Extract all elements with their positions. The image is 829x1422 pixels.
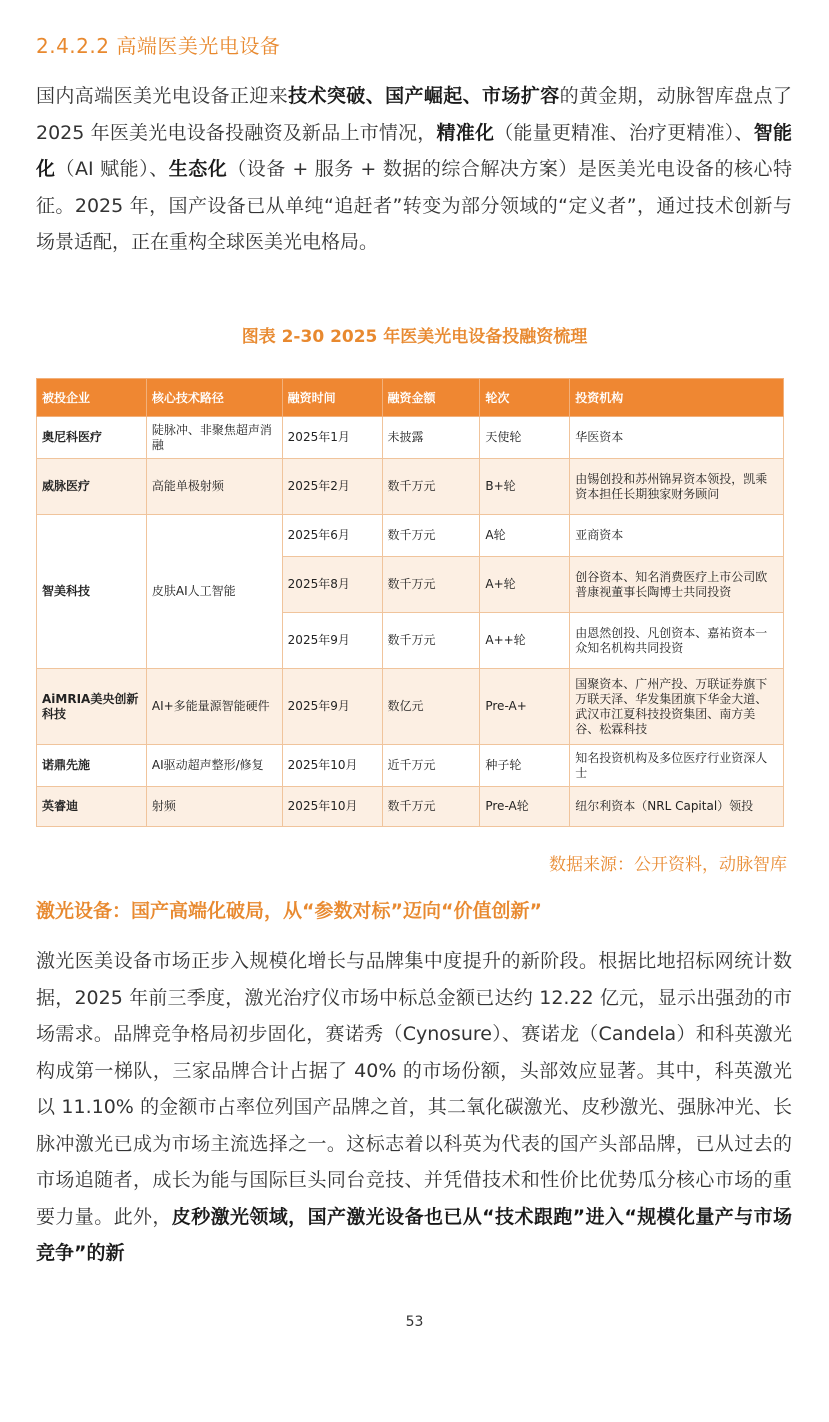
cell-round: Pre-A轮 [480, 787, 570, 827]
table-row [37, 745, 784, 787]
cell-company: 诺鼎先施 [37, 745, 147, 787]
para-text: 国内高端医美光电设备正迎来 [36, 85, 289, 107]
cell-company: 英睿迪 [37, 787, 147, 827]
cell-tech: 陡脉冲、非聚焦超声消融 [146, 417, 282, 459]
para-bold: 皮秒激光领域，国产激光设备也已从“技术跟跑”进入“规模化量产与市场竞争”的新 [36, 1205, 792, 1264]
cell-tech: 高能单极射频 [146, 459, 282, 515]
cell-round: A轮 [480, 515, 570, 557]
header-investors: 投资机构 [570, 379, 784, 417]
cell-investors: 纽尔利资本（NRL Capital）领投 [570, 787, 784, 827]
para-text: 的黄金期，动脉智库盘点了 2025 年医美光电设备投融资及新品上市情况， [36, 85, 792, 144]
cell-amount: 数千万元 [382, 557, 480, 613]
cell-tech: AI+多能量源智能硬件 [146, 669, 282, 745]
cell-time: 2025年2月 [282, 459, 382, 515]
cell-investors: 创谷资本、知名消费医疗上市公司欧普康视董事长陶博士共同投资 [570, 557, 784, 613]
para-bold: 精准化 [436, 121, 495, 144]
cell-time: 2025年9月 [282, 613, 382, 669]
cell-time: 2025年6月 [282, 515, 382, 557]
header-company: 被投企业 [37, 379, 147, 417]
source-note: 数据来源：公开资料，动脉智库 [549, 855, 787, 875]
cell-company: AiMRIA美央创新科技 [37, 669, 147, 745]
para-text: （设备 + 服务 + 数据的综合解决方案）是医美光电设备的核心特征。2025 年，国产设备已从单纯“追赶者”转变为部分领域的“定义者”，通过技术创新与场景适配，正在重构全球医美光电格局。 [36, 158, 792, 253]
cell-company: 威脉医疗 [37, 459, 147, 515]
cell-round: A++轮 [480, 613, 570, 669]
table-row [37, 459, 784, 515]
cell-company: 奥尼科医疗 [37, 417, 147, 459]
table-row [37, 787, 784, 827]
cell-time: 2025年8月 [282, 557, 382, 613]
para-bold: 智能化 [36, 121, 792, 180]
table-header-row [37, 379, 784, 417]
cell-amount: 数亿元 [382, 669, 480, 745]
cell-tech: 皮肤AI人工智能 [146, 515, 282, 669]
laser-paragraph [36, 943, 792, 1272]
figure-title: 图表 2-30 2025 年医美光电设备投融资梳理 [241, 327, 588, 347]
cell-amount: 数千万元 [382, 787, 480, 827]
page-number: 53 [405, 1314, 424, 1330]
cell-investors: 由锡创投和苏州锦昇资本领投，凯乘资本担任长期独家财务顾问 [570, 459, 784, 515]
cell-amount: 数千万元 [382, 459, 480, 515]
section-heading: 2.4.2.2 高端医美光电设备 [36, 34, 281, 58]
cell-tech: AI驱动超声整形/修复 [146, 745, 282, 787]
cell-time: 2025年1月 [282, 417, 382, 459]
subheading: 激光设备：国产高端化破局，从“参数对标”迈向“价值创新” [36, 900, 542, 922]
cell-round: Pre-A+ [480, 669, 570, 745]
table-row [37, 669, 784, 745]
financing-table [36, 378, 784, 827]
table-row [37, 515, 784, 557]
para-text: （能量更精准、治疗更精准）、 [494, 121, 754, 144]
cell-amount: 数千万元 [382, 515, 480, 557]
header-tech: 核心技术路径 [146, 379, 282, 417]
header-amount: 融资金额 [382, 379, 480, 417]
cell-time: 2025年9月 [282, 669, 382, 745]
intro-paragraph [36, 78, 792, 261]
para-bold: 技术突破、国产崛起、市场扩容 [288, 85, 560, 107]
cell-amount: 近千万元 [382, 745, 480, 787]
para-bold: 生态化 [168, 158, 228, 180]
cell-round: 天使轮 [480, 417, 570, 459]
cell-round: 种子轮 [480, 745, 570, 787]
cell-company: 智美科技 [37, 515, 147, 669]
para-text: （AI 赋能）、 [55, 158, 169, 180]
cell-investors: 亚商资本 [570, 515, 784, 557]
cell-investors: 知名投资机构及多位医疗行业资深人士 [570, 745, 784, 787]
table-row [37, 417, 784, 459]
cell-tech: 射频 [146, 787, 282, 827]
cell-investors: 国聚资本、广州产投、万联证券旗下万联天泽、华发集团旗下华金大道、武汉市江夏科技投资集团、南方美谷、松霖科技 [570, 669, 784, 745]
cell-amount: 数千万元 [382, 613, 480, 669]
header-round: 轮次 [480, 379, 570, 417]
header-time: 融资时间 [282, 379, 382, 417]
cell-investors: 华医资本 [570, 417, 784, 459]
cell-round: A+轮 [480, 557, 570, 613]
cell-round: B+轮 [480, 459, 570, 515]
cell-amount: 未披露 [382, 417, 480, 459]
cell-time: 2025年10月 [282, 787, 382, 827]
para-text: 激光医美设备市场正步入规模化增长与品牌集中度提升的新阶段。根据比地招标网统计数据，2025 年前三季度，激光治疗仪市场中标总金额已达约 12.22 亿元，显示出强劲的市场需求。品牌竞争格局初步固化，赛诺秀（Cynosure）、赛诺龙（Candela）和科英激光构成第一梯队，三家品牌合计占据了 40% 的市场份额，头部效应显著。其中，科英激光以 11.10% 的金额市占率位列国产品牌之首，其二氧化碳激光、皮秒激光、强脉冲光、长脉冲激光已成为市场主流选择之一。这标志着以科英为代表的国产头部品牌，已从过去的市场追随者，成长为能与国际巨头同台竞技、并凭借技术和性价比优势瓜分核心市场的重要力量。此外， [36, 950, 792, 1228]
cell-time: 2025年10月 [282, 745, 382, 787]
cell-investors: 由恩然创投、凡创资本、嘉祐资本一众知名机构共同投资 [570, 613, 784, 669]
